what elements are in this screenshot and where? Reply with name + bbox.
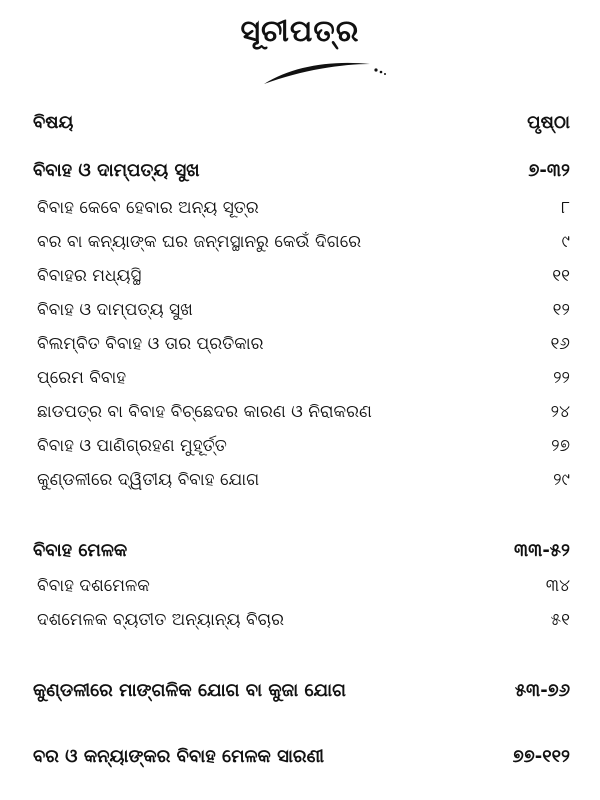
- page-title: ସୂଚୀପତ୍ର: [240, 14, 360, 49]
- toc-section: [33, 160, 570, 186]
- entry-page: ୧୧: [552, 266, 570, 286]
- entry-page: ୧୨: [552, 300, 570, 320]
- entry-page: ୨୯: [553, 470, 570, 490]
- toc-entry: [33, 266, 570, 292]
- entry-page: ୨୭: [551, 436, 570, 456]
- entry-page: ୨୨: [553, 368, 570, 388]
- entry-title: ବର ବା କନ୍ୟାଙ୍କ ଘର ଜନ୍ମସ୍ଥାନରୁ କେଉଁ ଦିଗରେ: [37, 232, 362, 252]
- toc-entry: [33, 610, 570, 636]
- entry-page: ୧୬: [550, 334, 570, 354]
- toc-entry: [33, 436, 570, 462]
- toc-entry: [33, 232, 570, 258]
- entry-page: ୨୪: [550, 402, 570, 422]
- section-pages: ୫୩-୭୬: [514, 680, 570, 701]
- entry-title: ପ୍ରେମ ବିବାହ: [37, 368, 127, 388]
- section-title: ବିବାହ ଓ ଦାମ୍ପତ୍ୟ ସୁଖ: [33, 160, 200, 181]
- toc-entry: [33, 334, 570, 360]
- entry-title: ବିବାହ ଓ ଦାମ୍ପତ୍ୟ ସୁଖ: [37, 300, 193, 320]
- section-pages: ୩୩-୫୨: [514, 540, 570, 561]
- section-title: କୁଣ୍ଡଳୀରେ ମାଙ୍ଗଳିକ ଯୋଗ ବା କୁଜା ଯୋଗ: [33, 680, 346, 701]
- toc-entry: [33, 402, 570, 428]
- toc-section: [33, 746, 570, 772]
- section-pages: ୭-୩୨: [528, 160, 570, 181]
- section-title: ବର ଓ କନ୍ୟାଙ୍କର ବିବାହ ମେଳକ ସାରଣୀ: [33, 746, 325, 767]
- toc-section: [33, 680, 570, 706]
- toc-entry: [33, 198, 570, 224]
- entry-title: ଛାଡପତ୍ର ବା ବିବାହ ବିଚ୍ଛେଦର କାରଣ ଓ ନିରାକରଣ: [37, 402, 372, 422]
- entry-title: ବିବାହର ମଧ୍ୟସ୍ଥି: [37, 266, 142, 286]
- toc-section: [33, 540, 570, 566]
- toc-entry: [33, 470, 570, 496]
- subject-column-header: ବିଷୟ: [33, 112, 74, 133]
- decorative-swash: [262, 58, 392, 88]
- entry-page: ୮: [561, 198, 570, 218]
- entry-page: ୩୪: [545, 576, 570, 596]
- entry-title: ଦଶମେଳକ ବ୍ୟତୀତ ଅନ୍ୟାନ୍ୟ ବିଚାର: [37, 610, 284, 630]
- entry-title: ବିବାହ ଦଶମେଳକ: [37, 576, 150, 596]
- entry-title: ବିବାହ ଓ ପାଣିଗ୍ରହଣ ମୁହୂର୍ତ୍ତ: [37, 436, 227, 456]
- entry-page: ୫୧: [550, 610, 570, 630]
- toc-entry: [33, 300, 570, 326]
- toc-entry: [33, 368, 570, 394]
- entry-title: ବିବାହ କେବେ ହେବାର ଅନ୍ୟ ସୂତ୍ର: [37, 198, 259, 218]
- toc-header: [33, 112, 570, 136]
- entry-title: ବିଲମ୍ବିତ ବିବାହ ଓ ତାର ପ୍ରତିକାର: [37, 334, 264, 354]
- section-pages: ୭୭-୧୧୨: [512, 746, 570, 767]
- section-title: ବିବାହ ମେଳକ: [33, 540, 128, 561]
- toc-entry: [33, 576, 570, 602]
- page-column-header: ପୃଷ୍ଠା: [527, 112, 570, 133]
- entry-page: ୯: [561, 232, 570, 252]
- entry-title: କୁଣ୍ଡଳୀରେ ଦ୍ୱିତୀୟ ବିବାହ ଯୋଗ: [37, 470, 260, 490]
